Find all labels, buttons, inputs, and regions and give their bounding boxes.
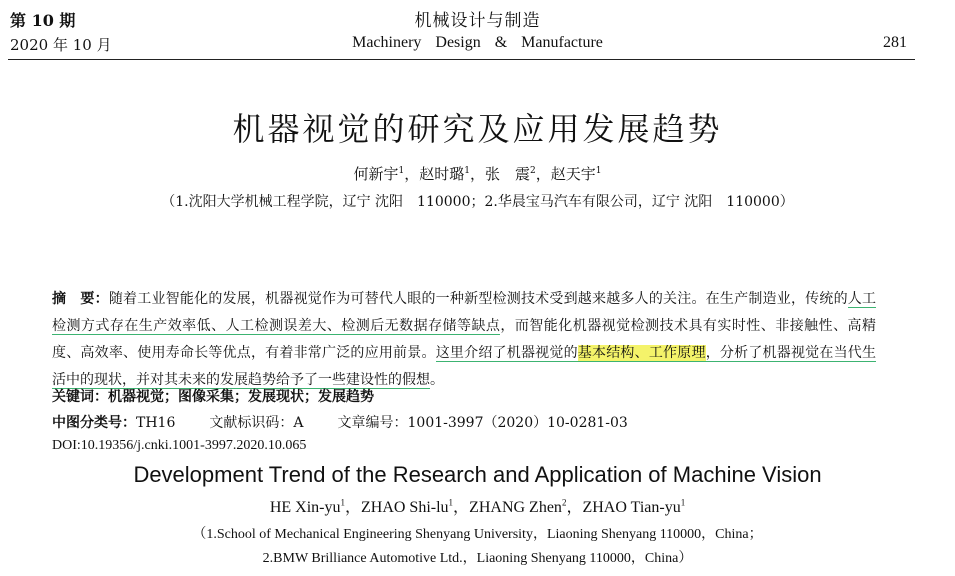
author-en: ZHANG Zhen [469,499,562,516]
issue-date: 2020 年 10 月 [10,36,112,54]
journal-title-en: Machinery Design & Manufacture [352,34,603,51]
journal-title-cn: 机械设计与制造 [414,11,541,31]
abstract-underline: 这里介绍了机器视觉的 [435,345,578,361]
affiliation-cn: （1.沈阳大学机械工程学院，辽宁 沈阳 110000；2.华晨宝马汽车有限公司，辽宁 沈阳 110000） [161,194,794,210]
authors-cn: 何新宇$^1$，赵时璐$^1$，张 震$^2$，赵天宇$^1$ [353,165,602,183]
abstract-highlight: 基本结构、工作原理 [577,345,706,361]
paper-title-en: Development Trend of the Research and Application of Machine Vision [133,462,822,487]
classification [52,412,628,432]
authors-en: HE Xin-$yu^1$，ZHAO Shi-$lu^1$，ZHANG Zhen$^2$，ZHAO Tian-$yu^1$ [269,497,686,516]
keywords [52,386,374,406]
keywords-label: 关键词： [52,389,108,405]
author-sup: 1 [398,166,405,176]
abstract [52,286,876,394]
clc-label: 中图分类号： [52,415,136,431]
author-sup: 2 [561,497,567,508]
affiliation-en-line2: 2.BMW Brilliance Automotive Ltd.，Liaoning Shenyang 110000，China） [262,551,693,566]
author-sup: 1 [448,497,454,508]
author-sup: 1 [464,166,470,176]
author-sup: 1 [340,497,345,508]
clc-value: TH16 [136,415,176,431]
abstract-text: 。 [430,372,444,388]
abstract-underline: ，分析了机器视觉在当代生活中的现状，并对其未来的发展趋势给予了一些建设性的假想 [52,345,877,388]
doi: DOI:10.19356/j.cnki.1001-3997.2020.10.065 [52,438,307,453]
article-id-label: 文章编号： [337,415,408,431]
affiliation-en-line1: （1.School of Mechanical Engineering Shenyang University，Liaoning Shenyang 110000，China； [192,527,763,542]
article-id-value: 1001-3997（2020）10-0281-03 [407,415,628,431]
keywords-value: 机器视觉；图像采集；发展现状；发展趋势 [108,389,374,405]
header-rule [8,59,915,60]
abstract-text: 随着工业智能化的发展，机器视觉作为可替代人眼的一种新型检测技术受到越来越多人的关注。在生产制造业，传统的 [108,291,848,307]
author-sup: 2 [530,166,536,176]
page-number: 281 [883,34,907,51]
author-cn: 何新宇 [353,165,399,183]
author-sup: 1 [680,497,686,508]
doc-code-label: 文献标识码： [209,415,294,431]
author-en: ZHAO Tian-yu [582,499,681,516]
author-sup: 1 [595,166,602,176]
author-cn: 赵天宇 [550,165,596,183]
abstract-label: 摘 要： [52,291,109,307]
issue-number: 第 10 期 [10,11,76,30]
author-cn: 张 震 [485,165,531,183]
abstract-text: ，而智能化机器视觉检测技术具有实时性、非接触性、高精度、高效率、使用寿命长等优点，有着非常广泛的应用前景。 [52,318,877,361]
author-en: ZHAO Shi-lu [360,499,449,516]
author-cn: 赵时璐 [419,165,465,183]
author-en: HE Xin-yu [269,499,341,516]
doc-code-value: A [293,415,304,431]
paper-title-cn: 机器视觉的研究及应用发展趋势 [232,110,723,148]
abstract-underline: 人工检测方式存在生产效率低、人工检测误差大、检测后无数据存储等缺点 [52,291,877,334]
